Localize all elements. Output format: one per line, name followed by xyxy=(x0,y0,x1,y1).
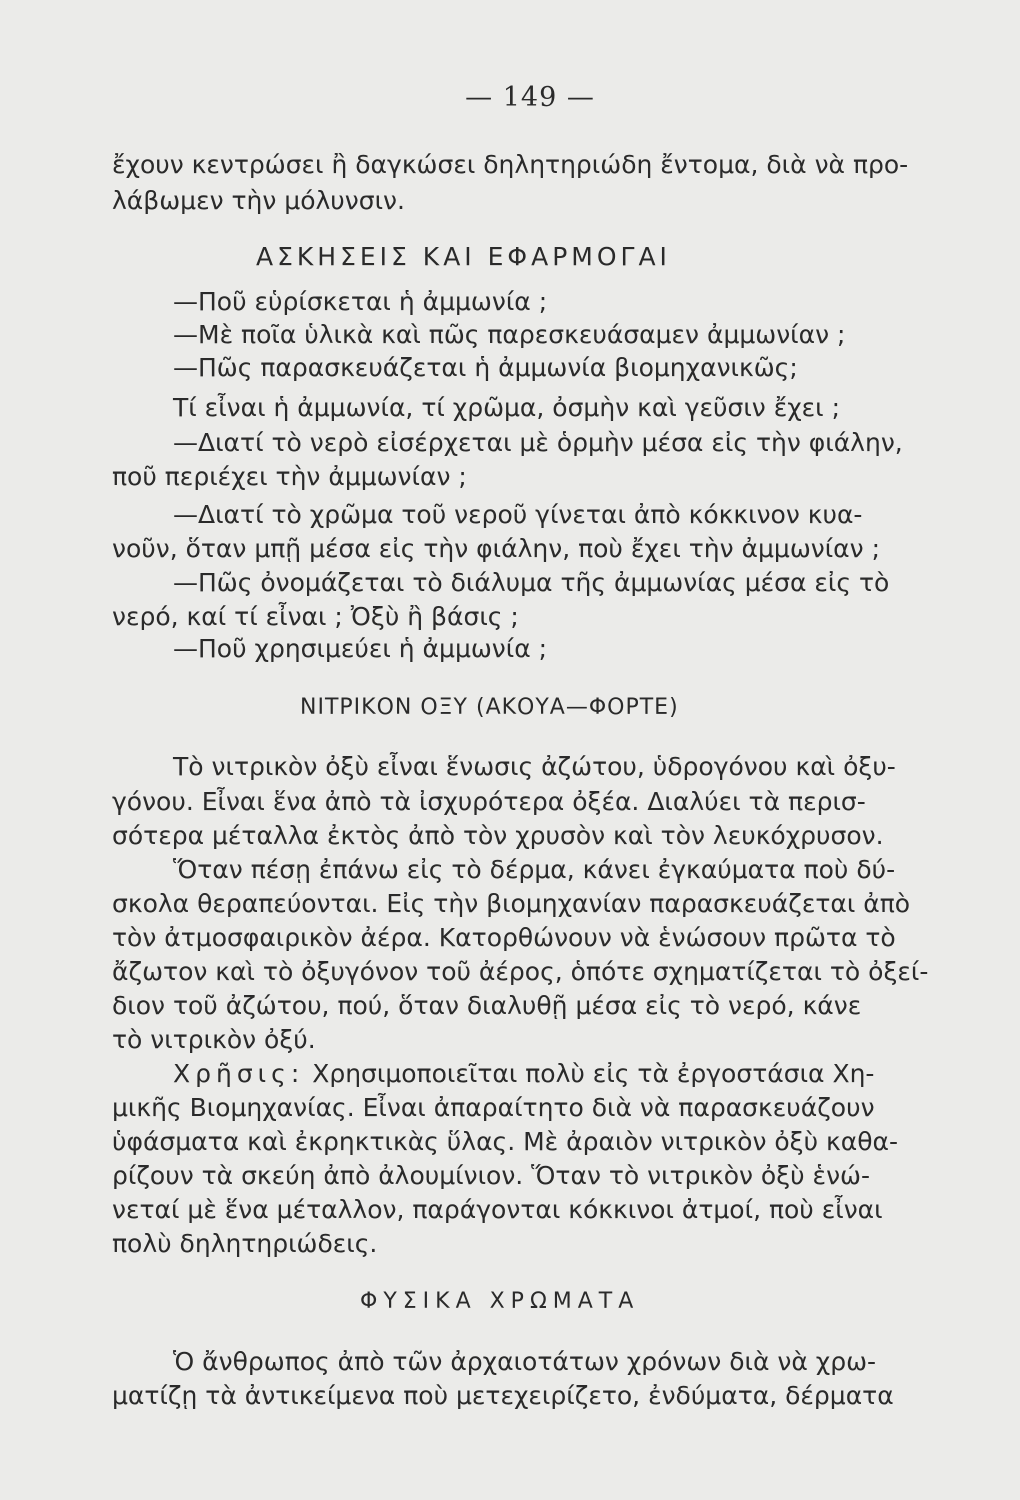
text-line: σκολα θεραπεύονται. Εἰς τὴν βιομηχανίαν παρασκευάζεται ἀπὸ xyxy=(112,889,911,918)
question-line: ποῦ περιέχει τὴν ἀμμωνίαν ; xyxy=(112,462,467,491)
question-line: —Διατί τὸ χρῶμα τοῦ νεροῦ γίνεται ἀπὸ κόκκινον κυα- xyxy=(173,500,863,529)
question-line: Τί εἶναι ἡ ἀμμωνία, τί χρῶμα, ὀσμὴν καὶ γεῦσιν ἔχει ; xyxy=(173,393,841,422)
question-line: —Πῶς παρασκευάζεται ἡ ἀμμωνία βιομηχανικῶς; xyxy=(173,353,798,382)
term-label: Χρῆσις: xyxy=(173,1059,305,1088)
text-line: σότερα μέταλλα ἐκτὸς ἀπὸ τὸν χρυσὸν καὶ τὸν λευκόχρυσον. xyxy=(112,821,884,850)
text-line: ματίζῃ τὰ ἀντικείμενα ποὺ μετεχειρίζετο, ἐνδύματα, δέρματα xyxy=(112,1381,894,1410)
text-line: πολὺ δηλητηριώδεις. xyxy=(112,1229,378,1258)
page-number: — 149 — xyxy=(465,82,595,113)
section-heading: ΦΥΣΙΚΑ ΧΡΩΜΑΤΑ xyxy=(360,1289,640,1314)
text-line: ἔχουν κεντρώσει ἢ δαγκώσει δηλητηριώδη ἔντομα, διὰ νὰ προ- xyxy=(112,150,909,179)
text-line: Ὅταν πέσῃ ἐπάνω εἰς τὸ δέρμα, κάνει ἐγκαύματα ποὺ δύ- xyxy=(173,855,896,884)
text-line: ὑφάσματα καὶ ἐκρηκτικὰς ὕλας. Μὲ ἀραιὸν νιτρικὸν ὀξὺ καθα- xyxy=(112,1127,899,1156)
question-line: νερό, καί τί εἶναι ; Ὀξὺ ἢ βάσις ; xyxy=(112,602,519,631)
text-line: γόνου. Εἶναι ἕνα ἀπὸ τὰ ἰσχυρότερα ὀξέα. Διαλύει τὰ περισ- xyxy=(112,787,866,816)
text-line: νεταί μὲ ἕνα μέταλλον, παράγονται κόκκινοι ἀτμοί, ποὺ εἶναι xyxy=(112,1195,883,1224)
term-text: Χρησιμοποιεῖται πολὺ εἰς τὰ ἐργοστάσια Χη- xyxy=(304,1059,875,1088)
text-line: τὸ νιτρικὸν ὀξύ. xyxy=(112,1025,316,1054)
text-line: Τὸ νιτρικὸν ὀξὺ εἶναι ἕνωσις ἀζώτου, ὑδρογόνου καὶ ὀξυ- xyxy=(173,752,896,781)
text-line: ἄζωτον καὶ τὸ ὀξυγόνον τοῦ ἀέρος, ὁπότε σχηματίζεται τὸ ὀξεί- xyxy=(112,957,929,986)
question-line: —Ποῦ εὑρίσκεται ἡ ἀμμωνία ; xyxy=(173,287,548,316)
text-line xyxy=(173,1059,874,1089)
section-heading: ΝΙΤΡΙΚΟΝ ΟΞΥ (ΑΚΟΥΑ—ΦΟΡΤΕ) xyxy=(300,695,679,720)
question-line: —Πῶς ὀνομάζεται τὸ διάλυμα τῆς ἀμμωνίας μέσα εἰς τὸ xyxy=(173,568,890,597)
question-line: νοῦν, ὅταν μπῇ μέσα εἰς τὴν φιάλην, ποὺ ἔχει τὴν ἀμμωνίαν ; xyxy=(112,534,880,563)
text-line: τὸν ἀτμοσφαιρικὸν ἀέρα. Κατορθώνουν νὰ ἑνώσουν πρῶτα τὸ xyxy=(112,923,896,952)
question-line: —Διατί τὸ νερὸ εἰσέρχεται μὲ ὁρμὴν μέσα εἰς τὴν φιάλην, xyxy=(173,428,903,457)
text-line: διον τοῦ ἀζώτου, πού, ὅταν διαλυθῇ μέσα εἰς τὸ νερό, κάνε xyxy=(112,991,862,1020)
question-line: —Μὲ ποῖα ὑλικὰ καὶ πῶς παρεσκευάσαμεν ἀμμωνίαν ; xyxy=(173,320,846,349)
text-line: λάβωμεν τὴν μόλυνσιν. xyxy=(112,186,405,215)
text-line: μικῆς Βιομηχανίας. Εἶναι ἀπαραίτητο διὰ νὰ παρασκευάζουν xyxy=(112,1093,875,1122)
question-line: —Ποῦ χρησιμεύει ἡ ἀμμωνία ; xyxy=(173,634,548,663)
text-line: Ὁ ἄνθρωπος ἀπὸ τῶν ἀρχαιοτάτων χρόνων διὰ νὰ χρω- xyxy=(173,1347,877,1376)
section-heading: ΑΣΚΗΣΕΙΣ ΚΑΙ ΕΦΑΡΜΟΓΑΙ xyxy=(256,242,671,271)
text-line: ρίζουν τὰ σκεύη ἀπὸ ἀλουμίνιον. Ὅταν τὸ νιτρικὸν ὀξὺ ἑνώ- xyxy=(112,1161,870,1190)
